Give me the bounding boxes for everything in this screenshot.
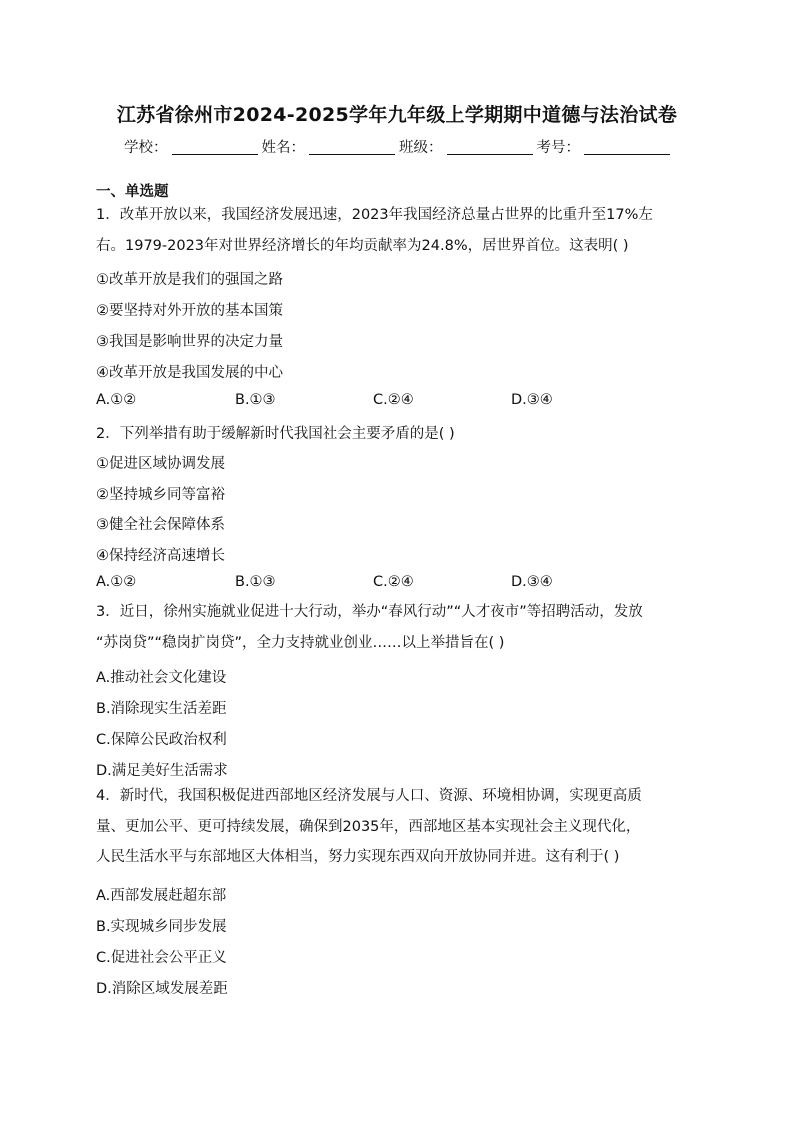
q2-choice-a[interactable]: A.①② bbox=[96, 574, 137, 590]
q1-statement-3: ③我国是影响世界的决定力量 bbox=[96, 334, 283, 350]
q1-choice-d[interactable]: D.③④ bbox=[511, 392, 553, 408]
q3-option-c[interactable]: C.保障公民政治权利 bbox=[96, 732, 227, 748]
q4-option-b[interactable]: B.实现城乡同步发展 bbox=[96, 919, 227, 935]
q1-choice-b[interactable]: B.①③ bbox=[235, 392, 276, 408]
exam-title: 江苏省徐州市2024-2025学年九年级上学期期中道德与法治试卷 bbox=[116, 104, 678, 126]
q4-option-a[interactable]: A.西部发展赶超东部 bbox=[96, 888, 227, 904]
question-2-stem: 2．下列举措有助于缓解新时代我国社会主要矛盾的是( ) bbox=[96, 426, 455, 442]
q1-choice-c[interactable]: C.②④ bbox=[373, 392, 414, 408]
school-label: 学校： bbox=[124, 140, 168, 156]
name-label: 姓名： bbox=[261, 140, 305, 156]
section-heading: 一、单选题 bbox=[96, 184, 169, 200]
q4-option-c[interactable]: C.促进社会公平正义 bbox=[96, 950, 227, 966]
name-blank[interactable] bbox=[309, 140, 395, 155]
question-4-line-1: 4．新时代，我国积极促进西部地区经济发展与人口、资源、环境相协调，实现更高质 bbox=[96, 788, 642, 804]
q1-statement-2: ②要坚持对外开放的基本国策 bbox=[96, 303, 283, 319]
q2-statement-2: ②坚持城乡同等富裕 bbox=[96, 487, 225, 503]
q2-choice-c[interactable]: C.②④ bbox=[373, 574, 414, 590]
class-label: 班级： bbox=[399, 140, 443, 156]
question-4-stem bbox=[96, 781, 702, 873]
q3-option-b[interactable]: B.消除现实生活差距 bbox=[96, 701, 227, 717]
question-3-line-2: “苏岗贷”“稳岗扩岗贷”，全力支持就业创业……以上举措旨在( ) bbox=[96, 634, 505, 651]
q1-statement-4: ④改革开放是我国发展的中心 bbox=[96, 365, 283, 381]
question-1-line-2: 右。1979-2023年对世界经济增长的年均贡献率为24.8%，居世界首位。这表明( ) bbox=[96, 237, 629, 254]
q2-statement-1: ①促进区域协调发展 bbox=[96, 456, 225, 472]
student-info-line bbox=[124, 136, 674, 157]
q3-option-d[interactable]: D.满足美好生活需求 bbox=[96, 763, 228, 779]
number-blank[interactable] bbox=[584, 140, 670, 155]
question-1-stem bbox=[96, 200, 702, 261]
question-3-line-1: 3．近日，徐州实施就业促进十大行动，举办“春风行动”“人才夜市”等招聘活动，发放 bbox=[96, 604, 643, 620]
question-4-line-2: 量、更加公平、更可持续发展，确保到2035年，西部地区基本实现社会主义现代化， bbox=[96, 818, 641, 835]
q2-choice-b[interactable]: B.①③ bbox=[235, 574, 276, 590]
q2-statement-3: ③健全社会保障体系 bbox=[96, 517, 225, 533]
q4-option-d[interactable]: D.消除区域发展差距 bbox=[96, 981, 228, 997]
class-blank[interactable] bbox=[447, 140, 533, 155]
q2-statement-4: ④保持经济高速增长 bbox=[96, 548, 225, 564]
q1-choice-a[interactable]: A.①② bbox=[96, 392, 137, 408]
question-1-line-1: 1．改革开放以来，我国经济发展迅速，2023年我国经济总量占世界的比重升至17%左 bbox=[96, 207, 653, 223]
question-3-stem bbox=[96, 597, 702, 658]
q3-option-a[interactable]: A.推动社会文化建设 bbox=[96, 670, 227, 686]
question-4-line-3: 人民生活水平与东部地区大体相当，努力实现东西双向开放协同并进。这有利于( ) bbox=[96, 849, 620, 865]
number-label: 考号： bbox=[536, 140, 580, 156]
q1-statement-1: ①改革开放是我们的强国之路 bbox=[96, 272, 283, 288]
school-blank[interactable] bbox=[172, 140, 258, 155]
q2-choice-d[interactable]: D.③④ bbox=[511, 574, 553, 590]
